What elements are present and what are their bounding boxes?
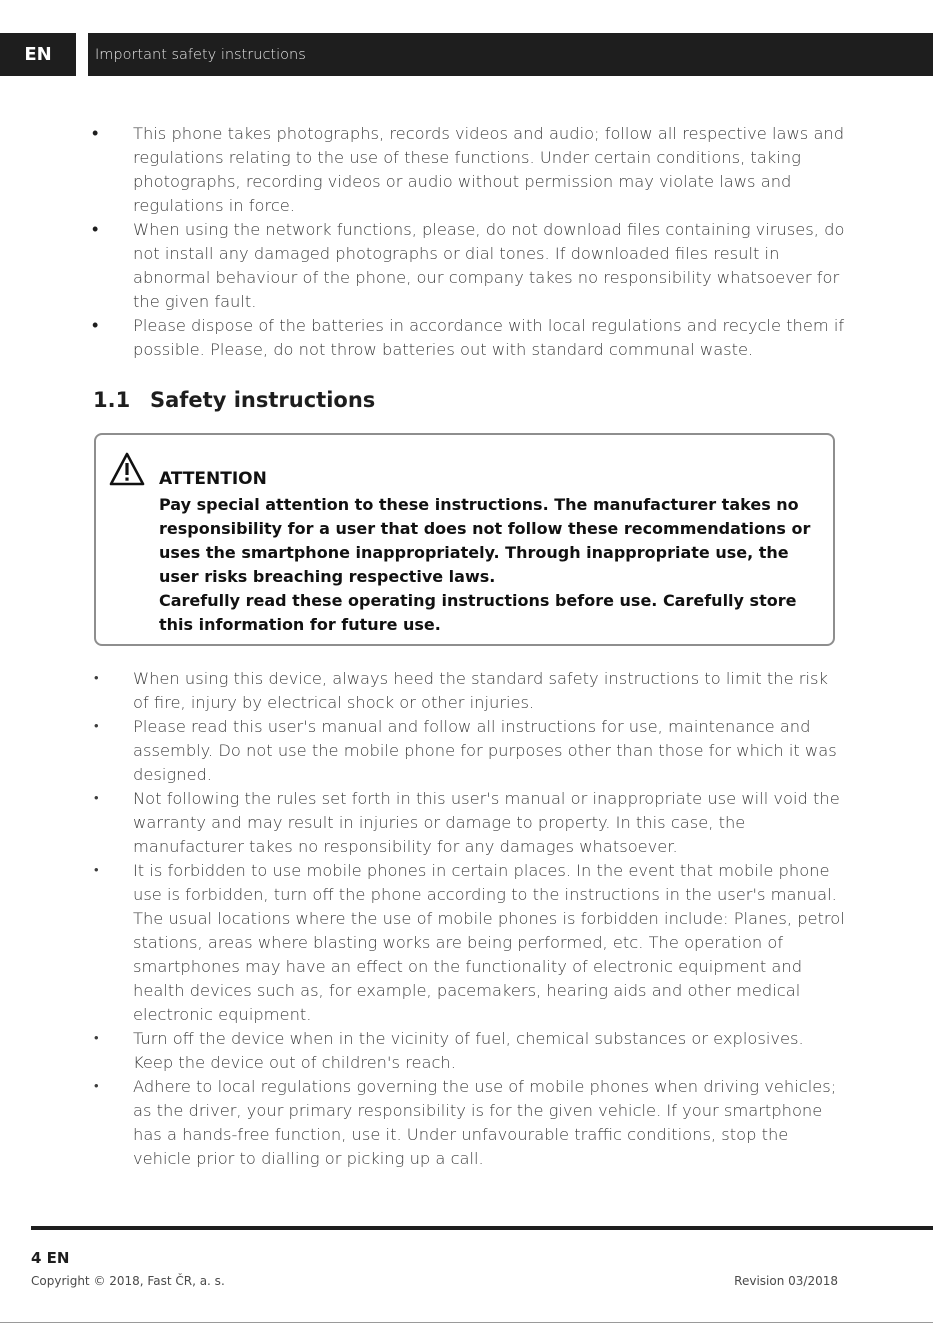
language-tab: EN: [24, 44, 52, 65]
attention-box: [94, 433, 835, 646]
attention-paragraph: Pay special attention to these instructions. The manufacturer takes no responsibility for a user that does not follow these recommendations or uses the smartphone inappropriately. Through inappropriate use, the user risks breaching respective laws.: [159, 495, 811, 586]
section-title: Safety instructions: [150, 388, 376, 412]
section-heading: [93, 388, 375, 412]
list-item: • When using the network functions, please, do not download files containing viruses, do not install any damaged photographs or dial tones. If downloaded files result in abnormal behaviour of the phone, our company takes no responsibility whatsoever for the given fault.: [0, 218, 933, 314]
attention-body: [159, 493, 824, 637]
attention-paragraph: Carefully read these operating instructions before use. Carefully store this information for future use.: [159, 591, 797, 634]
list-item: • Turn off the device when in the vicinity of fuel, chemical substances or explosives. Keep the device out of children's reach.: [0, 1027, 933, 1075]
safety-list: [0, 667, 933, 1171]
copyright-text: Copyright © 2018, Fast ČR, a. s.: [31, 1274, 225, 1288]
list-item: • Adhere to local regulations governing the use of mobile phones when driving vehicles; as the driver, your primary responsibility is for the given vehicle. If your smartphone has a hands-free function, use it. Under unfavourable traffic conditions, stop the vehicle prior to dialling or picking up a call.: [0, 1075, 933, 1171]
list-item: • Not following the rules set forth in this user's manual or inappropriate use will void the warranty and may result in injuries or damage to property. In this case, the manufacturer takes no responsibility for any damages whatsoever.: [0, 787, 933, 859]
list-item: • When using this device, always heed the standard safety instructions to limit the risk of fire, injury by electrical shock or other injuries.: [0, 667, 933, 715]
intro-list: [0, 122, 933, 362]
page-number: 4 EN: [31, 1249, 70, 1267]
list-item: • This phone takes photographs, records videos and audio; follow all respective laws and regulations relating to the use of these functions. Under certain conditions, taking photographs, recording videos or audio without permission may violate laws and regulations in force.: [0, 122, 933, 218]
attention-title: ATTENTION: [159, 469, 267, 489]
revision-text: Revision 03/2018: [734, 1274, 838, 1288]
bottom-divider: [0, 1322, 933, 1323]
page-header: [0, 33, 933, 76]
list-item: • It is forbidden to use mobile phones in certain places. In the event that mobile phone use is forbidden, turn off the phone according to the instructions in the user's manual. The usual locations where the use of mobile phones is forbidden include: Planes, petrol stations, areas where blasting works are being performed, etc. The operation of smartphones may have an effect on the functionality of electronic equipment and health devices such as, for example, pacemakers, hearing aids and other medical electronic equipment.: [0, 859, 933, 1027]
header-separator: [76, 33, 88, 76]
section-number: 1.1: [93, 388, 131, 412]
header-title: Important safety instructions: [95, 47, 306, 63]
list-item: • Please read this user's manual and follow all instructions for use, maintenance and assembly. Do not use the mobile phone for purposes other than those for which it was designed.: [0, 715, 933, 787]
footer-divider: [31, 1226, 933, 1230]
warning-triangle-icon: [108, 451, 146, 487]
list-item: • Please dispose of the batteries in accordance with local regulations and recycle them if possible. Please, do not throw batteries out with standard communal waste.: [0, 314, 933, 362]
